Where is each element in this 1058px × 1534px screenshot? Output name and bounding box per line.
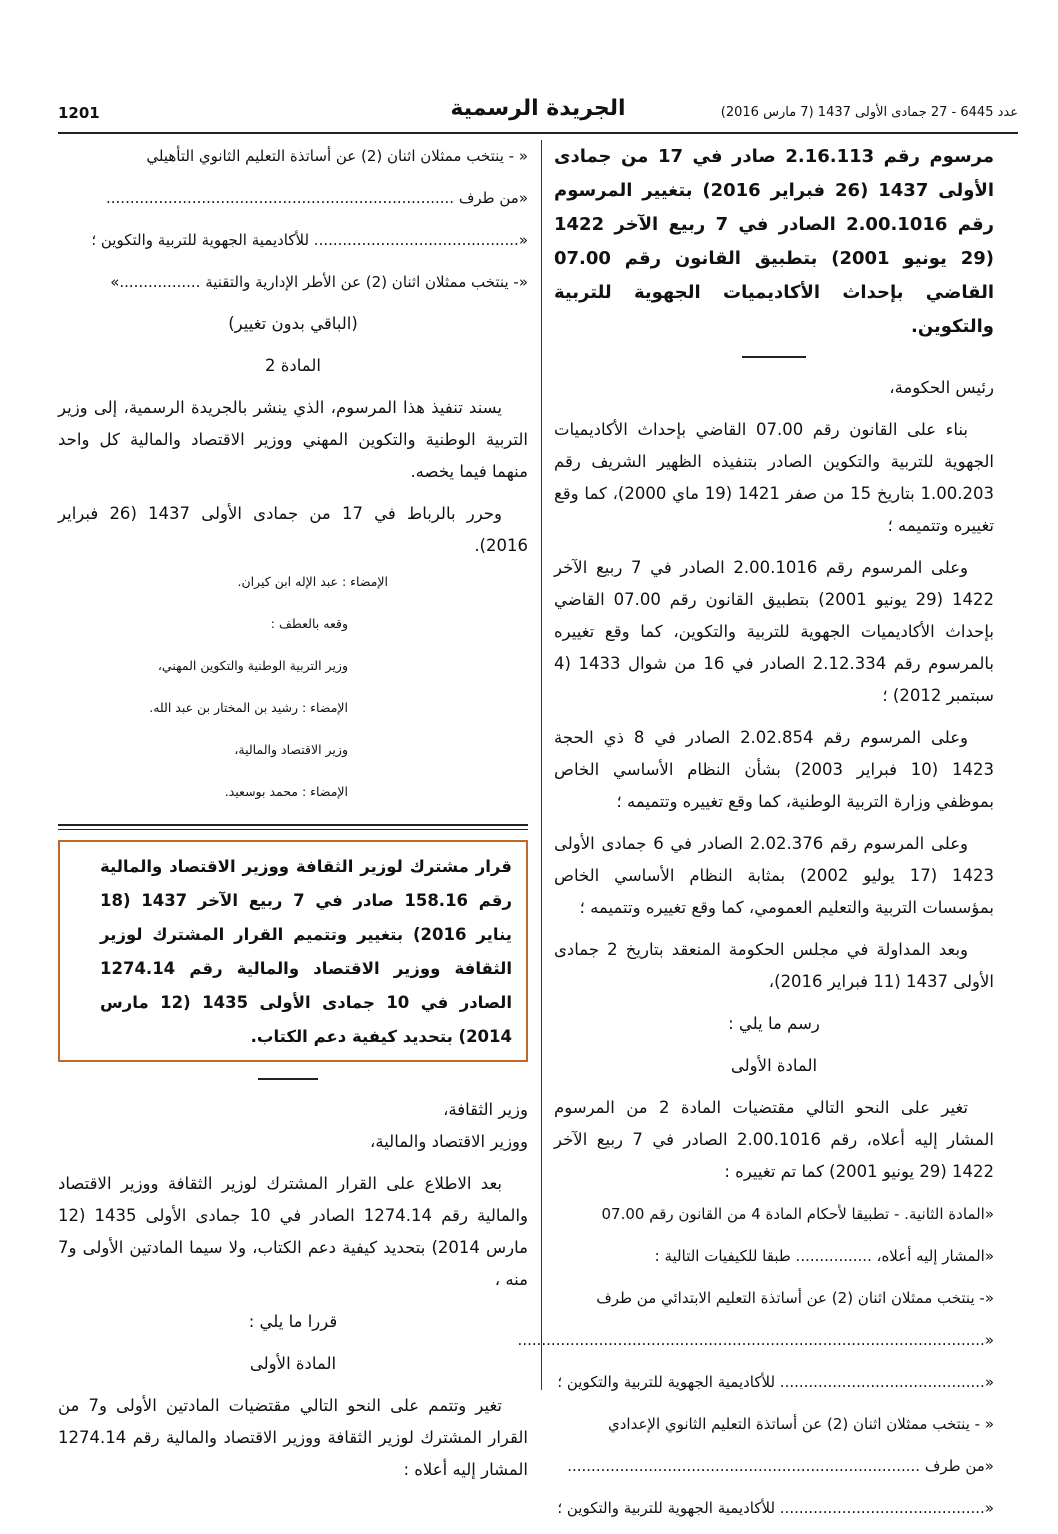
decree-title: مرسوم رقم 2.16.113 صادر في 17 من جمادى الأولى 1437 (26 فبراير 2016) بتغيير المرسوم رقم 2.00.1016 الصادر في 7 ربيع الآخر 1422 (29 يونيو 2001) بتطبيق القانون رقم 07.00 القاضي بإحداث الأكاديميات الجهوية للتربية والتكوين. [554, 146, 995, 337]
minister-finance: وزير الاقتصاد والمالية، [234, 742, 348, 757]
quote-line: «من طرف .......................................................................... [567, 1457, 994, 1475]
order-preamble: بعد الاطلاع على القرار المشترك لوزير الثقافة ووزير الاقتصاد والمالية رقم 1274.14 الصادر في 10 جمادى الأولى 1435 (12 مارس 2014) بتحديد كيفية دعم الكتاب، ولا سيما المادتين الأولى و7 منه ، [58, 1174, 528, 1289]
signature-education-minister: الإمضاء : رشيد بن المختار بن عبد الله. [149, 700, 348, 715]
article2-text: يسند تنفيذ هذا المرسوم، الذي ينشر بالجريدة الرسمية، إلى وزير التربية الوطنية والتكوين المهني ووزير الاقتصاد والمالية كل واحد منهما فيما يخصه. [58, 398, 528, 481]
column-divider [541, 140, 542, 1390]
quote-line: «المشار إليه أعلاه، ................ طبقا للكيفيات التالية : [654, 1247, 994, 1265]
quote-line: «.................................................................................................. [517, 1331, 994, 1349]
page-header [58, 96, 1018, 134]
signature-head-of-government: الإمضاء : عبد الإله ابن كيران. [237, 574, 388, 589]
preamble-1: بناء على القانون رقم 07.00 القاضي بإحداث الأكاديميات الجهوية للتربية والتكوين الصادر بتنفيذه الظهير الشريف رقم 1.00.203 بتاريخ 15 من صفر 1421 (19 ماي 2000)، كما وقع تغييره وتتميمه ؛ [554, 420, 994, 535]
issue-info: عدد 6445 - 27 جمادى الأولى 1437 (7 مارس 2016) [720, 105, 1018, 120]
page-number: 1201 [58, 104, 100, 122]
quote-line: « - ينتخب ممثلان اثنان (2) عن أساتذة التعليم الثانوي التأهيلي [146, 147, 528, 165]
quote-line: «........................................... للأكاديمية الجهوية للتربية والتكوين ؛ [557, 1373, 994, 1391]
countersign-label: وقعه بالعطف : [270, 616, 348, 631]
left-column [58, 140, 528, 1496]
quote-line: «- ينتخب ممثلان اثنان (2) عن الأطر الإدارية والتقنية .................» [110, 273, 528, 291]
authority-culture: وزير الثقافة، [443, 1100, 528, 1119]
journal-title: الجريدة الرسمية [450, 96, 626, 121]
quote-line: «........................................... للأكاديمية الجهوية للتربية والتكوين ؛ [91, 231, 528, 249]
order-article1-heading: المادة الأولى [249, 1354, 337, 1373]
order-statement: قررا ما يلي : [248, 1312, 338, 1331]
article1-text: تغير على النحو التالي مقتضيات المادة 2 من المرسوم المشار إليه أعلاه، رقم 2.00.1016 الصادر في 7 ربيع الآخر 1422 (29 يونيو 2001) كما تم تغييره : [554, 1098, 994, 1181]
signature-finance-minister: الإمضاء : محمد بوسعيد. [224, 784, 348, 799]
preamble-5: وبعد المداولة في مجلس الحكومة المنعقد بتاريخ 2 جمادى الأولى 1437 (11 فبراير 2016)، [554, 940, 994, 991]
preamble-4: وعلى المرسوم رقم 2.02.376 الصادر في 6 جمادى الأولى 1423 (17 يوليو 2002) بمثابة النظام الأساسي الخاص بمؤسسات التربية والتعليم العمومي، كما وقع تغييره وتتميمه ؛ [554, 834, 995, 917]
order-article1-text: تغير وتتمم على النحو التالي مقتضيات المادتين الأولى و7 من القرار المشترك لوزير الثقافة ووزير الاقتصاد والمالية رقم 1274.14 المشار إليه أعلاه : [58, 1396, 528, 1479]
title-rule [742, 356, 806, 358]
quote-line: «........................................... للأكاديمية الجهوية للتربية والتكوين ؛ [557, 1499, 994, 1517]
preamble-3: وعلى المرسوم رقم 2.02.854 الصادر في 8 ذي الحجة 1423 (10 فبراير 2003) بشأن النظام الأساسي الخاص بموظفي وزارة التربية الوطنية، كما وقع تغييره وتتميمه ؛ [554, 728, 995, 811]
section-divider [58, 824, 528, 830]
joint-order-title: قرار مشترك لوزير الثقافة ووزير الاقتصاد والمالية رقم 158.16 صادر في 7 ربيع الآخر 1437 (18 يناير 2016) بتغيير وتتميم القرار المشترك لوزير الثقافة ووزير الاقتصاد والمالية رقم 1274.14 الصادر في 10 جمادى الأولى 1435 (12 مارس 2014) بتحديد كيفية دعم الكتاب. [58, 840, 528, 1062]
quote-line: «المادة الثانية. - تطبيقا لأحكام المادة 4 من القانون رقم 07.00 [601, 1205, 994, 1223]
right-column [517, 140, 995, 1534]
remainder-note: (الباقي بدون تغيير) [228, 314, 358, 333]
article2-heading: المادة 2 [265, 356, 321, 375]
preamble-2: وعلى المرسوم رقم 2.00.1016 الصادر في 7 ربيع الآخر 1422 (29 يونيو 2001) بتطبيق القانون رقم 07.00 القاضي بإحداث الأكاديميات الجهوية للتربية والتكوين، كما وقع تغييره بالمرسوم رقم 2.12.334 الصادر في 16 من شوال 1433 (4 سبتمبر 2012) ؛ [554, 558, 994, 705]
article1-heading: المادة الأولى [730, 1056, 818, 1075]
quote-line: «من طرف ......................................................................... [106, 189, 528, 207]
minister-education: وزير التربية الوطنية والتكوين المهني، [157, 658, 348, 673]
authority: رئيس الحكومة، [889, 378, 994, 397]
done-at: وحرر بالرباط في 17 من جمادى الأولى 1437 (26 فبراير 2016). [58, 504, 528, 555]
title-rule [258, 1078, 318, 1080]
decree-statement: رسم ما يلي : [728, 1014, 820, 1033]
authority-finance: ووزير الاقتصاد والمالية، [370, 1132, 528, 1151]
quote-line: «- ينتخب ممثلان اثنان (2) عن أساتذة التعليم الابتدائي من طرف [596, 1289, 994, 1307]
quote-line: « - ينتخب ممثلان اثنان (2) عن أساتذة التعليم الثانوي الإعدادي [607, 1415, 994, 1433]
